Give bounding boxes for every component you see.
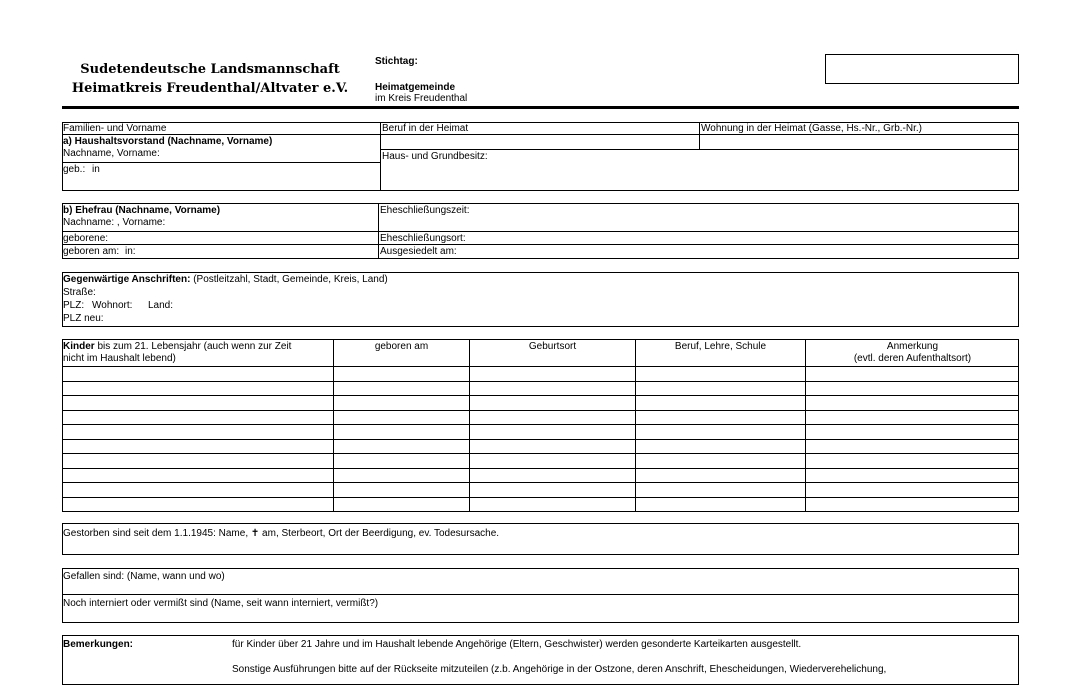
haushaltsvorstand-label: a) Haushaltsvorstand (Nachname, Vorname) bbox=[63, 136, 273, 147]
wohnort-label: Wohnort: bbox=[92, 300, 133, 311]
plz-label: PLZ: bbox=[63, 300, 85, 311]
ehefrau-nachname-label: Nachname: , Vorname: bbox=[63, 217, 166, 228]
kinder-col4-header: Beruf, Lehre, Schule bbox=[674, 341, 767, 352]
divider bbox=[378, 203, 379, 259]
gestorben-text-pre: Gestorben sind seit dem 1.1.1945: Name, bbox=[63, 528, 251, 539]
geb-in-label: in bbox=[92, 164, 100, 175]
table-row-line bbox=[62, 381, 1019, 382]
kinder-col3-header: Geburtsort bbox=[528, 341, 577, 352]
divider bbox=[380, 122, 381, 191]
table-row-line bbox=[62, 366, 1019, 367]
plz-neu-label: PLZ neu: bbox=[63, 313, 104, 324]
geborene-label: geborene: bbox=[63, 233, 109, 244]
nachname-label: Nachname, Vorname: bbox=[63, 148, 160, 159]
gestorben-text-post: am, Sterbeort, Ort der Beerdigung, ev. Todesursache. bbox=[259, 528, 500, 539]
table-row-line bbox=[62, 395, 1019, 396]
eheschliessungszeit-label: Eheschließungszeit: bbox=[380, 205, 470, 216]
kinder-col5-header-line1: Anmerkung bbox=[886, 341, 939, 352]
geboren-am-label: geboren am: bbox=[63, 246, 120, 257]
kinder-bold: Kinder bbox=[63, 341, 95, 352]
anschriften-rest: (Postleitzahl, Stadt, Gemeinde, Kreis, Land) bbox=[190, 274, 388, 285]
stichtag-input-box[interactable] bbox=[825, 54, 1019, 84]
divider bbox=[62, 231, 1019, 232]
kinder-col1-rest: bis zum 21. Lebensjahr (auch wenn zur Zeit bbox=[94, 341, 292, 352]
interniert-label: Noch interniert oder vermißt sind (Name, seit wann interniert, vermißt?) bbox=[63, 598, 379, 609]
org-name-line1: Sudetendeutsche Landsmannschaft bbox=[80, 62, 340, 77]
stichtag-label: Stichtag: bbox=[375, 56, 418, 67]
divider bbox=[635, 339, 636, 512]
divider bbox=[62, 162, 380, 163]
heimatgemeinde-label: Heimatgemeinde bbox=[375, 82, 456, 93]
bemerkungen-line2: Sonstige Ausführungen bitte auf der Rückseite mitzuteilen (z.b. Angehörige in der Ostzone, deren Anschrift, Ehescheidungen, Wiederverehelichung, bbox=[232, 664, 887, 675]
geb-label: geb.: bbox=[63, 164, 86, 175]
divider bbox=[333, 339, 334, 512]
table-row-line bbox=[62, 497, 1019, 498]
table-row-line bbox=[62, 439, 1019, 440]
divider bbox=[380, 149, 1019, 150]
anschriften-heading bbox=[63, 274, 388, 285]
divider bbox=[62, 244, 1019, 245]
table-row-line bbox=[62, 468, 1019, 469]
kinder-col2-header: geboren am bbox=[374, 341, 429, 352]
geboren-in-label: in: bbox=[125, 246, 136, 257]
divider bbox=[699, 122, 700, 149]
bemerkungen-line1: für Kinder über 21 Jahre und im Haushalt lebende Angehörige (Eltern, Geschwister) werden gesonderte Karteikarten ausgestellt. bbox=[232, 639, 802, 650]
kinder-table bbox=[62, 339, 1019, 512]
kinder-col5-header-line2: (evtl. deren Aufenthaltsort) bbox=[853, 353, 972, 364]
land-label: Land: bbox=[148, 300, 174, 311]
ausgesiedelt-label: Ausgesiedelt am: bbox=[380, 246, 457, 257]
divider bbox=[62, 594, 1019, 595]
org-name-line2: Heimatkreis Freudenthal/Altvater e.V. bbox=[71, 81, 349, 96]
haus-label: Haus- und Grundbesitz: bbox=[382, 151, 488, 162]
familien-label: Familien- und Vorname bbox=[63, 123, 167, 134]
beruf-label: Beruf in der Heimat bbox=[382, 123, 469, 134]
kinder-col1-header bbox=[63, 341, 291, 352]
cross-icon: ✝ bbox=[250, 528, 260, 539]
table-row-line bbox=[62, 482, 1019, 483]
divider bbox=[469, 339, 470, 512]
divider bbox=[805, 339, 806, 512]
ehefrau-label: b) Ehefrau (Nachname, Vorname) bbox=[63, 205, 221, 216]
anschriften-bold: Gegenwärtige Anschriften: bbox=[63, 274, 191, 285]
eheschliessungsort-label: Eheschließungsort: bbox=[380, 233, 466, 244]
header-divider bbox=[62, 106, 1019, 109]
table-row-line bbox=[62, 424, 1019, 425]
strasse-label: Straße: bbox=[63, 287, 96, 298]
gestorben-label bbox=[63, 528, 499, 539]
divider bbox=[62, 134, 1019, 135]
table-row-line bbox=[62, 410, 1019, 411]
bemerkungen-label: Bemerkungen: bbox=[63, 639, 134, 650]
gefallen-label: Gefallen sind: (Name, wann und wo) bbox=[63, 571, 225, 582]
kinder-col1-header-line2: nicht im Haushalt lebend) bbox=[63, 353, 176, 364]
table-row-line bbox=[62, 453, 1019, 454]
kreis-label: im Kreis Freudenthal bbox=[375, 93, 468, 104]
wohnung-label: Wohnung in der Heimat (Gasse, Hs.-Nr., Grb.-Nr.) bbox=[701, 123, 922, 134]
